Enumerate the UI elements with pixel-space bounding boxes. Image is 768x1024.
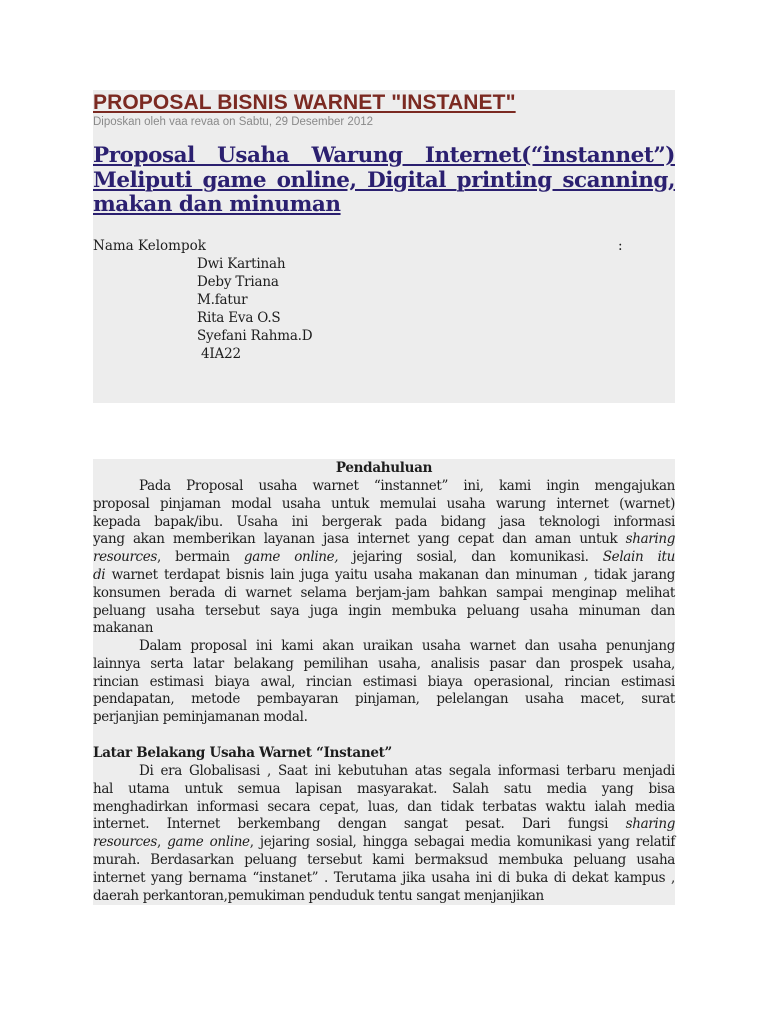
text-line: internet yang bernama “instanet” . Terutama jika usaha ini di buka di dekat kampus , xyxy=(93,869,675,886)
text-line: kepada bapak/ibu. Usaha ini bergerak pada bidang jasa teknologi informasi xyxy=(93,513,675,530)
text-run: , jejaring sosial, hingga sebagai media komunikasi yang relatif xyxy=(249,834,675,851)
latar-belakang-title: Latar Belakang Usaha Warnet “Instanet” xyxy=(93,745,393,761)
text-run: , bermain xyxy=(156,549,230,566)
member-name: Deby Triana xyxy=(197,274,279,290)
text-line: proposal pinjaman modal usaha untuk memulai usaha warung internet (warnet) xyxy=(93,495,675,512)
text-line: makanan xyxy=(93,620,154,637)
italic-run: game online xyxy=(167,834,250,851)
text-line: Pada Proposal usaha warnet “instannet” ini, kami ingin mengajukan xyxy=(139,478,675,494)
text-line: hal utama untuk semua lapisan masyarakat. Salah satu media yang bisa xyxy=(93,780,675,797)
italic-run: game online, xyxy=(243,549,339,566)
member-list xyxy=(197,255,312,363)
post-title-link[interactable]: PROPOSAL BISNIS WARNET "INSTANET" xyxy=(93,91,516,114)
italic-run: sharing xyxy=(625,531,675,548)
text-line xyxy=(93,567,675,585)
group-label: Nama Kelompok xyxy=(93,238,206,254)
proposal-heading[interactable]: Proposal Usaha Warung Internet(“instannet”) Meliputi game online, Digital printing scanning, makan dan minuman xyxy=(93,143,675,217)
italic-run: sharing xyxy=(625,816,675,833)
member-name: Dwi Kartinah xyxy=(197,256,286,272)
text-run: warnet terdapat bisnis lain juga yaitu usaha makanan dan minuman , tidak jarang xyxy=(111,566,676,583)
text-line: menghadirkan informasi secara cepat, luas, dan tidak terbatas waktu ialah media xyxy=(93,798,675,815)
member-name: Syefani Rahma.D xyxy=(197,328,313,344)
text-line: perjanjian peminjamanan modal. xyxy=(93,709,308,726)
intro-paragraph xyxy=(93,478,675,638)
italic-run: resources xyxy=(93,549,157,566)
group-colon: : xyxy=(618,238,623,254)
text-run: yang akan memberikan layanan jasa internet yang cepat dan aman untuk xyxy=(93,531,618,548)
text-line: Di era Globalisasi , Saat ini kebutuhan atas segala informasi terbaru menjadi xyxy=(139,763,675,779)
text-line: daerah perkantoran,pemukiman penduduk tentu sangat menjanjikan xyxy=(93,887,544,904)
text-line xyxy=(93,816,675,834)
text-line: peluang usaha tersebut saya juga ingin membuka peluang usaha minuman dan xyxy=(93,602,675,619)
text-line: pendapatan, metode pembayaran pinjaman, pelelangan usaha macet, surat xyxy=(93,691,675,708)
member-name: Rita Eva O.S xyxy=(197,310,281,326)
text-line xyxy=(93,549,675,567)
latar-paragraph xyxy=(93,763,675,905)
italic-run: resources xyxy=(93,834,157,851)
text-line: konsumen berada di warnet selama berjam-jam bahkan sampai menginap melihat xyxy=(93,584,675,601)
pendahuluan-title: Pendahuluan xyxy=(335,460,433,476)
text-line: lainnya serta latar belakang pemilihan usaha, analisis pasar dan prospek usaha, xyxy=(93,655,675,672)
member-name: M.fatur xyxy=(197,292,248,308)
text-run: jejaring sosial, dan komunikasi. xyxy=(352,549,589,566)
text-line: murah. Berdasarkan peluang tersebut kami bermaksud membuka peluang usaha xyxy=(93,851,675,868)
text-line: Dalam proposal ini kami akan uraikan usaha warnet dan usaha penunjang xyxy=(139,638,675,654)
intro-paragraph-2 xyxy=(93,638,675,727)
text-run: internet. Internet berkembang dengan sangat pesat. Dari fungsi xyxy=(93,816,609,833)
text-line xyxy=(93,531,675,549)
italic-run: di xyxy=(93,566,106,583)
text-line: rincian estimasi biaya awal, rincian estimasi biaya operasional, rincian estimasi xyxy=(93,673,675,690)
text-run: , xyxy=(156,834,161,851)
post-byline: Diposkan oleh vaa revaa on Sabtu, 29 Desember 2012 xyxy=(93,116,374,128)
italic-run: Selain itu xyxy=(602,549,675,566)
class-code: 4IA22 xyxy=(201,346,241,362)
text-line xyxy=(93,834,675,852)
